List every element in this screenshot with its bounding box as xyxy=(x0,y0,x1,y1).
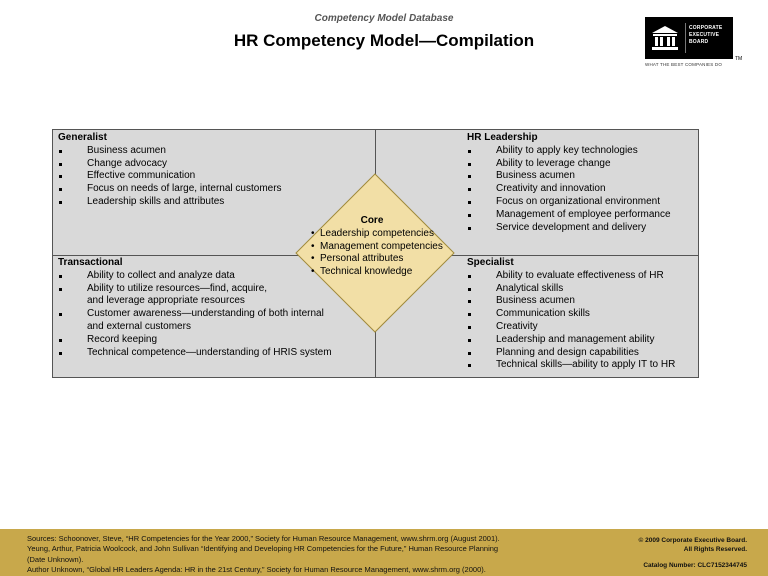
competency-item: Planning and design capabilities xyxy=(467,347,675,360)
competency-item: Management of employee performance xyxy=(467,209,671,222)
competency-item: Ability to leverage change xyxy=(467,158,671,171)
competency-item: Service development and delivery xyxy=(467,222,671,235)
competency-item: Focus on needs of large, internal customers xyxy=(58,183,282,196)
competency-item: • Personal attributes xyxy=(310,253,443,266)
competency-item: • Management competencies xyxy=(310,241,443,254)
source-line: (Date Unknown). xyxy=(27,554,84,564)
sources-text xyxy=(27,534,500,575)
catalog-number: Catalog Number: CLC7152344745 xyxy=(643,562,747,569)
competency-item: Technical skills—ability to apply IT to HR xyxy=(467,359,675,372)
copyright-line: © 2009 Corporate Executive Board. xyxy=(638,537,747,544)
logo-line: BOARD xyxy=(689,39,709,45)
competency-item: Business acumen xyxy=(467,295,675,308)
competency-item: Leadership skills and attributes xyxy=(58,196,282,209)
page-title: HR Competency Model—Compilation xyxy=(233,31,535,50)
competency-item: Communication skills xyxy=(467,308,675,321)
source-line: Sources: Schoonover, Steve, “HR Competencies for the Year 2000,” Society for Human Resource Management, www.shrm.org (August 2001). xyxy=(27,534,500,543)
competency-item: Business acumen xyxy=(467,170,671,183)
competency-item: Change advocacy xyxy=(58,158,282,171)
competency-item: Leadership and management ability xyxy=(467,334,675,347)
core-title: Core xyxy=(360,215,384,226)
competency-item: Ability to collect and analyze data xyxy=(58,270,332,283)
source-line: Yeung, Arthur, Patricia Woolcock, and John Sullivan “Identifying and Developing HR Competencies for the Future,” Human Resource Planning xyxy=(27,544,499,554)
competency-item: and leverage appropriate resources xyxy=(87,295,245,307)
core-box xyxy=(310,215,443,279)
logo-line: CORPORATE xyxy=(689,25,723,31)
competency-item: and external customers xyxy=(87,320,191,332)
logo-tm: TM xyxy=(735,56,743,62)
competency-item: Technical competence—understanding of HRIS system xyxy=(58,347,332,360)
competency-item: Effective communication xyxy=(58,170,282,183)
footer xyxy=(0,529,768,576)
quadrant-title: Generalist xyxy=(58,132,107,143)
competency-item: • Leadership competencies xyxy=(310,228,443,241)
competency-item: • Technical knowledge xyxy=(310,266,443,279)
quadrant-title: HR Leadership xyxy=(467,132,538,143)
quadrant-title: Transactional xyxy=(58,257,123,268)
competency-item: Customer awareness—understanding of both internal xyxy=(58,308,332,321)
competency-item: Focus on organizational environment xyxy=(467,196,671,209)
copyright-line: All Rights Reserved. xyxy=(683,546,747,553)
copyright xyxy=(639,536,747,554)
page-subtitle: Competency Model Database xyxy=(314,13,454,24)
core-list xyxy=(310,228,443,279)
competency-item: Creativity and innovation xyxy=(467,183,671,196)
competency-item: Creativity xyxy=(467,321,675,334)
competency-item: Business acumen xyxy=(58,145,282,158)
competency-item: Ability to apply key technologies xyxy=(467,145,671,158)
logo-tagline: WHAT THE BEST COMPANIES DO xyxy=(645,62,723,67)
quadrant-title: Specialist xyxy=(467,257,514,268)
competency-item: Ability to evaluate effectiveness of HR xyxy=(467,270,675,283)
logo-line: EXECUTIVE xyxy=(689,32,720,38)
source-line: Author Unknown, “Global HR Leaders Agenda: HR in the 21st Century,” Society for Human Resource Management, www.shrm.org (2000). xyxy=(27,564,486,574)
competency-item: Record keeping xyxy=(58,334,332,347)
competency-item: Analytical skills xyxy=(467,283,675,296)
competency-item: Ability to utilize resources—find, acquire, xyxy=(58,283,332,296)
